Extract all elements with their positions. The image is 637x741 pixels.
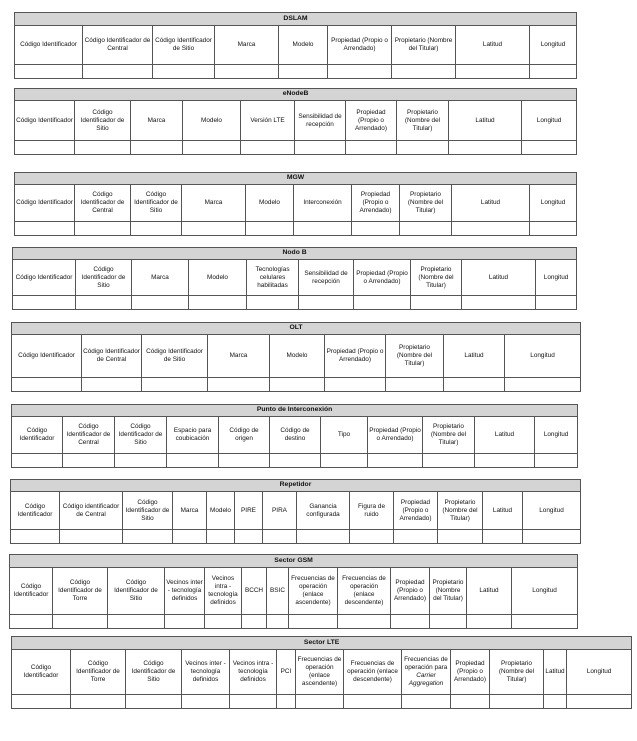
column-header-codigo-identificador-de-central: Código Identificador de Central: [83, 26, 153, 65]
column-header-vecinos-intra-tecnologia-definidos: Vecinos intra - tecnología definidos: [205, 568, 242, 615]
column-header-propiedad-propio-o-arrendado: Propiedad (Propio o Arrendado): [328, 26, 392, 65]
empty-cell[interactable]: [451, 695, 490, 709]
empty-cell[interactable]: [346, 141, 397, 155]
empty-cell[interactable]: [219, 454, 270, 468]
column-header-modelo: Modelo: [183, 101, 241, 141]
column-header-propietario-nombre-del-titular: Propietario (Nombre del Titular): [490, 650, 544, 695]
empty-cell[interactable]: [392, 65, 456, 79]
column-header-longitud: Longitud: [530, 185, 577, 222]
empty-cell[interactable]: [512, 615, 578, 629]
empty-cell[interactable]: [189, 296, 247, 310]
column-header-bcch: BCCH: [242, 568, 267, 615]
empty-cell[interactable]: [235, 530, 263, 544]
column-header-codigo-identificador: Código Identificador: [11, 492, 60, 530]
empty-cell[interactable]: [71, 695, 126, 709]
empty-cell[interactable]: [328, 65, 392, 79]
empty-cell[interactable]: [295, 141, 346, 155]
column-header-longitud: Longitud: [535, 417, 578, 454]
empty-cell[interactable]: [153, 65, 215, 79]
column-header-codigo-identificador-de-sitio: Código Identificador de Sitio: [131, 185, 182, 222]
column-header-propietario-nombre-del-titular: Propietario (Nombre del Titular): [392, 26, 456, 65]
empty-cell[interactable]: [530, 65, 577, 79]
column-header-propietario-nombre-del-titular: Propietario (Nombre del Titular): [386, 335, 444, 378]
table-title: Punto de Interconexión: [12, 405, 578, 417]
empty-cell[interactable]: [438, 530, 483, 544]
empty-cell[interactable]: [350, 530, 394, 544]
empty-cell[interactable]: [230, 695, 277, 709]
table-title: OLT: [12, 323, 581, 335]
empty-cell[interactable]: [126, 695, 182, 709]
column-header-modelo: Modelo: [279, 26, 328, 65]
empty-cell[interactable]: [354, 296, 411, 310]
column-header-codigo-identificador-de-sitio: Código Identificador de Sitio: [153, 26, 215, 65]
empty-cell[interactable]: [270, 378, 325, 392]
empty-cell[interactable]: [165, 615, 205, 629]
column-header-codigo-identificador: Código Identificador: [15, 101, 75, 141]
column-header-propiedad-propio-o-arrendado: Propiedad (Propio o Arrendado): [352, 185, 400, 222]
column-header-ganancia-configurada: Ganancia configurada: [297, 492, 350, 530]
column-header-espacio-para-coubicacion: Espacio para coubicación: [167, 417, 219, 454]
column-header-tecnologias-celulares-habilitadas: Tecnologías celulares habilitadas: [247, 260, 299, 296]
table-title: Repetidor: [11, 480, 581, 492]
column-header-codigo-identificador-de-sitio: Código Identificador de Sitio: [142, 335, 208, 378]
column-header-codigo-identificador-de-central: Código Identificador de Central: [63, 417, 115, 454]
table-title: Sector LTE: [12, 637, 632, 650]
column-header-marca: Marca: [131, 101, 183, 141]
empty-cell[interactable]: [132, 296, 189, 310]
empty-cell[interactable]: [13, 296, 76, 310]
column-header-latitud: Latitud: [449, 101, 522, 141]
empty-cell[interactable]: [530, 222, 577, 236]
empty-cell[interactable]: [10, 615, 53, 629]
table-title: Nodo B: [13, 248, 577, 260]
empty-cell[interactable]: [297, 530, 350, 544]
dslam-table: [14, 12, 577, 79]
empty-cell[interactable]: [456, 65, 530, 79]
empty-cell[interactable]: [444, 378, 505, 392]
empty-cell[interactable]: [483, 530, 523, 544]
column-header-bsic: BSIC: [267, 568, 289, 615]
column-header-codigo-identificador-de-central: Código Identificador de Central: [82, 335, 142, 378]
column-header-frecuencias-de-operacion-enlace-descende: Frecuencias de operación (enlace descendente): [338, 568, 391, 615]
empty-cell[interactable]: [183, 141, 241, 155]
empty-cell[interactable]: [123, 530, 173, 544]
column-header-version-lte: Versión LTE: [241, 101, 295, 141]
empty-cell[interactable]: [173, 530, 207, 544]
empty-cell[interactable]: [535, 454, 578, 468]
table-title: MGW: [15, 173, 577, 185]
column-header-propietario-nombre-del-titular: Propietario (Nombre del Titular): [400, 185, 452, 222]
punto-de-interconexion-table: [11, 404, 578, 468]
column-header-codigo-identificador: Código Identificador: [12, 417, 63, 454]
empty-cell[interactable]: [131, 222, 182, 236]
empty-cell[interactable]: [321, 454, 368, 468]
empty-cell[interactable]: [108, 615, 165, 629]
empty-cell[interactable]: [182, 222, 246, 236]
column-header-latitud: Latitud: [452, 185, 530, 222]
empty-cell[interactable]: [296, 695, 344, 709]
empty-cell[interactable]: [299, 296, 354, 310]
empty-cell[interactable]: [63, 454, 115, 468]
enodeb-table: [14, 88, 577, 155]
column-header-longitud: Longitud: [536, 260, 577, 296]
column-header-tipo: Tipo: [321, 417, 368, 454]
empty-cell[interactable]: [247, 296, 299, 310]
empty-cell[interactable]: [75, 141, 131, 155]
column-header-marca: Marca: [215, 26, 279, 65]
empty-cell[interactable]: [344, 695, 402, 709]
empty-cell[interactable]: [131, 141, 183, 155]
empty-cell[interactable]: [12, 378, 82, 392]
empty-cell[interactable]: [12, 454, 63, 468]
column-header-longitud: Longitud: [505, 335, 581, 378]
repetidor-table: [10, 479, 581, 544]
empty-cell[interactable]: [15, 141, 75, 155]
empty-cell[interactable]: [475, 454, 535, 468]
empty-cell[interactable]: [294, 222, 352, 236]
empty-cell[interactable]: [467, 615, 512, 629]
column-header-latitud: Latitud: [475, 417, 535, 454]
column-header-frecuencias-de-operacion-enlace-descende: Frecuencias de operación (enlace descendente): [344, 650, 402, 695]
column-header-frecuencias-de-operacion-para-carrier-ag: Frecuencias de operación para Carrier Aggregation: [402, 650, 451, 695]
empty-cell[interactable]: [423, 454, 475, 468]
column-header-codigo-identificador: Código Identificador: [15, 185, 75, 222]
empty-cell[interactable]: [400, 222, 452, 236]
column-header-sensibilidad-de-recepcion: Sensibilidad de recepción: [299, 260, 354, 296]
empty-cell[interactable]: [289, 615, 338, 629]
empty-cell[interactable]: [411, 296, 462, 310]
empty-cell[interactable]: [352, 222, 400, 236]
column-header-longitud: Longitud: [523, 492, 581, 530]
column-header-marca: Marca: [132, 260, 189, 296]
column-header-propietario-nombre-del-titular: Propietario (Nombre del Titular): [430, 568, 467, 615]
table-title: Sector GSM: [10, 555, 578, 568]
column-header-vecinos-inter-tecnologia-definidos: Vecinos inter - tecnología definidos: [182, 650, 230, 695]
empty-cell[interactable]: [567, 695, 632, 709]
column-header-marca: Marca: [182, 185, 246, 222]
column-header-latitud: Latitud: [462, 260, 536, 296]
empty-cell[interactable]: [449, 141, 522, 155]
empty-cell[interactable]: [83, 65, 153, 79]
table-title: DSLAM: [15, 13, 577, 26]
empty-cell[interactable]: [76, 296, 132, 310]
column-header-codigo-identificador-de-sitio: Código Identificador de Sitio: [115, 417, 167, 454]
column-header-codigo-identificador: Código Identificador: [12, 335, 82, 378]
column-header-codigo-identificador-de-central: Código Identificador de Central: [75, 185, 131, 222]
empty-cell[interactable]: [15, 222, 75, 236]
empty-cell[interactable]: [215, 65, 279, 79]
empty-cell[interactable]: [12, 695, 71, 709]
empty-cell[interactable]: [452, 222, 530, 236]
column-header-propiedad-propio-o-arrendado: Propiedad (Propio o Arrendado): [451, 650, 490, 695]
column-header-longitud: Longitud: [530, 26, 577, 65]
column-header-codigo-identificador-de-torre: Código Identificador de Torre: [71, 650, 126, 695]
column-header-marca: Marca: [208, 335, 270, 378]
empty-cell[interactable]: [167, 454, 219, 468]
empty-cell[interactable]: [270, 454, 321, 468]
nodo-b-table: [12, 247, 577, 310]
column-header-propiedad-propio-o-arrendado: Propiedad (Propio o Arrendado): [354, 260, 411, 296]
column-header-codigo-identificador-de-central: Código identificador de Central: [60, 492, 123, 530]
column-header-modelo: Modelo: [270, 335, 325, 378]
empty-cell[interactable]: [82, 378, 142, 392]
empty-cell[interactable]: [207, 530, 235, 544]
empty-cell[interactable]: [246, 222, 294, 236]
empty-cell[interactable]: [523, 530, 581, 544]
empty-cell[interactable]: [75, 222, 131, 236]
sector-gsm-table: [9, 554, 578, 629]
empty-cell[interactable]: [391, 615, 430, 629]
column-header-latitud: Latitud: [456, 26, 530, 65]
column-header-modelo: Modelo: [189, 260, 247, 296]
column-header-codigo-identificador: Código Identificador: [10, 568, 53, 615]
column-header-pira: PIRA: [263, 492, 297, 530]
sector-lte-table: [11, 636, 632, 709]
empty-cell[interactable]: [142, 378, 208, 392]
column-header-propiedad-propio-o-arrendado: Propiedad (Propio o Arrendado): [346, 101, 397, 141]
column-header-codigo-de-origen: Código de origen: [219, 417, 270, 454]
column-header-sensibilidad-de-recepcion: Sensibilidad de recepción: [295, 101, 346, 141]
empty-cell[interactable]: [522, 141, 577, 155]
column-header-latitud: Latitud: [544, 650, 567, 695]
empty-cell[interactable]: [267, 615, 289, 629]
empty-cell[interactable]: [242, 615, 267, 629]
column-header-modelo: Modelo: [207, 492, 235, 530]
empty-cell[interactable]: [430, 615, 467, 629]
empty-cell[interactable]: [325, 378, 386, 392]
column-header-propietario-nombre-del-titular: Propietario (Nombre del Titular): [438, 492, 483, 530]
column-header-codigo-identificador: Código Identificador: [15, 26, 83, 65]
column-header-propietario-nombre-del-titular: Propietario (Nombre del Titular): [397, 101, 449, 141]
empty-cell[interactable]: [397, 141, 449, 155]
column-header-codigo-identificador-de-sitio: Código Identificador de Sitio: [126, 650, 182, 695]
column-header-propietario-nombre-del-titular: Propietario (Nombre del Titular): [423, 417, 475, 454]
table-title: eNodeB: [15, 89, 577, 101]
empty-cell[interactable]: [490, 695, 544, 709]
column-header-propiedad-propio-o-arrendado: Propiedad (Propio o Arrendado): [394, 492, 438, 530]
column-header-propiedad-propio-o-arrendado: Propiedad (Propio o Arrendado): [391, 568, 430, 615]
column-header-propiedad-propio-o-arrendado: Propiedad (Propio o Arrendado): [368, 417, 423, 454]
empty-cell[interactable]: [462, 296, 536, 310]
column-header-vecinos-inter-tecnologia-definidos: Vecinos inter - tecnología definidos: [165, 568, 205, 615]
column-header-propietario-nombre-del-titular: Propietario (Nombre del Titular): [411, 260, 462, 296]
column-header-codigo-identificador: Código Identificador: [13, 260, 76, 296]
column-header-longitud: Longitud: [522, 101, 577, 141]
column-header-marca: Marca: [173, 492, 207, 530]
column-header-codigo-identificador-de-sitio: Código Identificador de Sitio: [76, 260, 132, 296]
empty-cell[interactable]: [182, 695, 230, 709]
empty-cell[interactable]: [544, 695, 567, 709]
empty-cell[interactable]: [115, 454, 167, 468]
empty-cell[interactable]: [536, 296, 577, 310]
empty-cell[interactable]: [205, 615, 242, 629]
column-header-codigo-identificador: Código Identificador: [12, 650, 71, 695]
column-header-vecinos-intra-tecnologia-definidos: Vecinos intra - tecnología definidos: [230, 650, 277, 695]
empty-cell[interactable]: [338, 615, 391, 629]
empty-cell[interactable]: [60, 530, 123, 544]
column-header-latitud: Latitud: [483, 492, 523, 530]
mgw-table: [14, 172, 577, 236]
empty-cell[interactable]: [241, 141, 295, 155]
empty-cell[interactable]: [53, 615, 108, 629]
column-header-latitud: Latitud: [444, 335, 505, 378]
column-header-propiedad-propio-o-arrendado: Propiedad (Propio o Arrendado): [325, 335, 386, 378]
column-header-figura-de-ruido: Figura de ruido: [350, 492, 394, 530]
column-header-codigo-identificador-de-sitio: Código Identificador de Sitio: [108, 568, 165, 615]
column-header-codigo-identificador-de-sitio: Código Identificador de Sitio: [75, 101, 131, 141]
column-header-frecuencias-de-operacion-enlace-ascenden: Frecuencias de operación (enlace ascendente): [296, 650, 344, 695]
empty-cell[interactable]: [11, 530, 60, 544]
column-header-interconexion: Interconexión: [294, 185, 352, 222]
empty-cell[interactable]: [277, 695, 296, 709]
column-header-longitud: Longitud: [512, 568, 578, 615]
column-header-codigo-identificador-de-torre: Código Identificador de Torre: [53, 568, 108, 615]
column-header-pire: PIRE: [235, 492, 263, 530]
column-header-modelo: Modelo: [246, 185, 294, 222]
column-header-pci: PCI: [277, 650, 296, 695]
column-header-longitud: Longitud: [567, 650, 632, 695]
empty-cell[interactable]: [208, 378, 270, 392]
column-header-codigo-de-destino: Código de destino: [270, 417, 321, 454]
column-header-frecuencias-de-operacion-enlace-ascenden: Frecuencias de operación (enlace ascendente): [289, 568, 338, 615]
column-header-codigo-identificador-de-sitio: Código Identificador de Sitio: [123, 492, 173, 530]
olt-table: [11, 322, 637, 392]
carrier-aggregation-text: Carrier Aggregation: [408, 672, 444, 687]
empty-cell[interactable]: [263, 530, 297, 544]
empty-cell[interactable]: [279, 65, 328, 79]
empty-cell[interactable]: [402, 695, 451, 709]
column-header-latitud: Latitud: [467, 568, 512, 615]
empty-cell[interactable]: [505, 378, 581, 392]
empty-cell[interactable]: [15, 65, 83, 79]
empty-cell[interactable]: [394, 530, 438, 544]
empty-cell[interactable]: [386, 378, 444, 392]
empty-cell[interactable]: [368, 454, 423, 468]
